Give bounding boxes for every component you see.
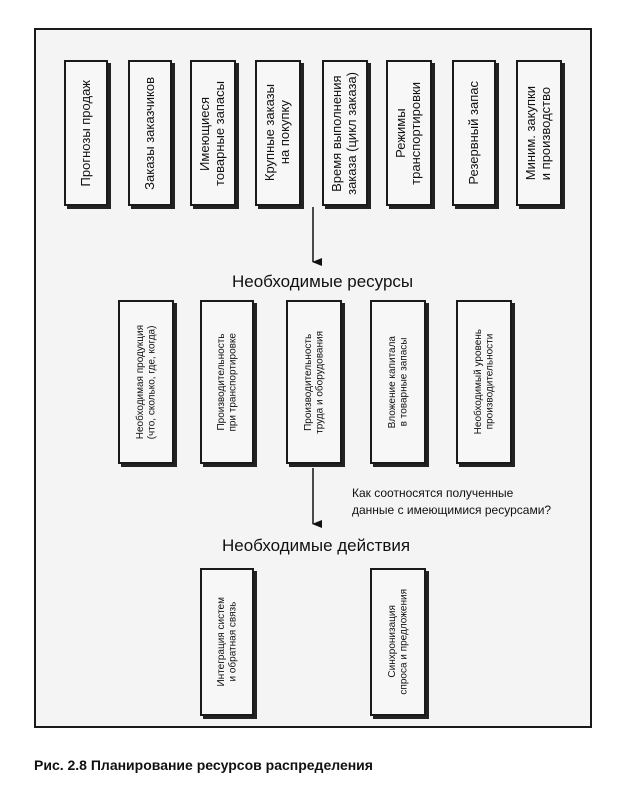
resource-box-inventory-investment [370, 300, 426, 464]
resource-box-label: Вложение капитала в товарные запасы [386, 335, 409, 429]
input-box-label: Прогнозы продаж [77, 79, 93, 187]
input-box-label: Миним. закупки и производство [523, 85, 553, 181]
resource-box-label: Необходимый уровень производительности [472, 329, 495, 435]
resources-question: Как соотносятся полученные данные с имеющимися ресурсами? [352, 486, 552, 517]
resource-box-required-products [118, 300, 174, 464]
action-box-label: Интеграция систем и обратная связь [215, 597, 238, 687]
resources-heading: Необходимые ресурсы [232, 272, 414, 291]
resource-box-label: Производительность труда и оборудования [302, 330, 325, 434]
resource-box-label: Производительность при транспортировке [215, 332, 238, 432]
resource-box-transport-capacity [200, 300, 254, 464]
action-box-systems-integration [200, 568, 254, 716]
figure-caption: Рис. 2.8 Планирование ресурсов распределения [34, 757, 373, 773]
input-box-label: Время выполнения заказа (цикл заказа) [329, 71, 359, 195]
resource-box-labor-equipment-capacity [286, 300, 342, 464]
action-box-label: Синхронизация спроса и предложения [386, 589, 409, 695]
actions-heading: Необходимые действия [222, 536, 411, 555]
resource-box-label: Необходимая продукция (что, сколько, где, когда) [134, 324, 157, 440]
input-box-label: Имеющиеся товарные запасы [197, 80, 227, 186]
input-box-label: Режимы транспортировки [393, 81, 423, 185]
input-box-label: Заказы заказчиков [141, 76, 157, 190]
resource-box-required-productivity [456, 300, 512, 464]
input-box-label: Резервный запас [465, 81, 481, 185]
action-box-supply-demand-sync [370, 568, 426, 716]
input-box-label: Крупные заказы на покупку [262, 84, 292, 182]
